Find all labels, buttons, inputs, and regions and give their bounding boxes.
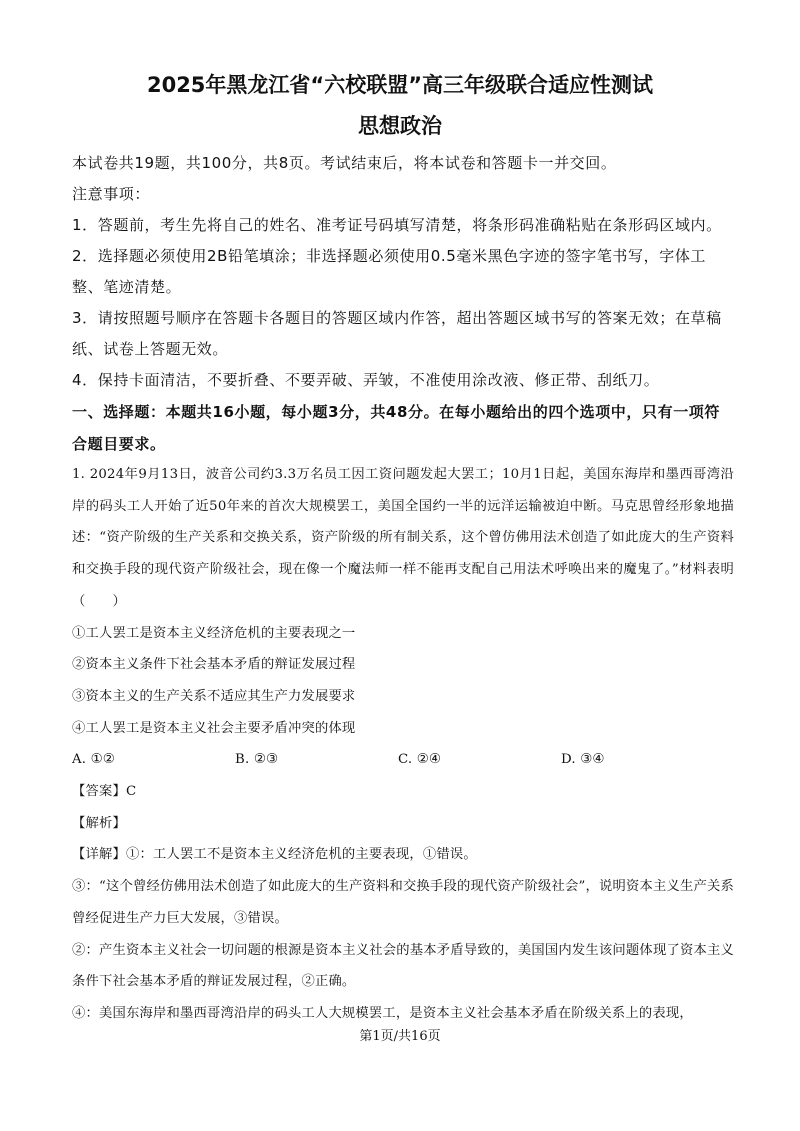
statement-3: ③资本主义的生产关系不适应其生产力发展要求 [72,688,356,704]
detail-3: ③：“这个曾经仿佛用法术创造了如此庞大的生产资料和交换手段的现代资产阶级社会”，说明资本主义生产关系曾经促进生产力巨大发展，③错误。 [72,879,734,926]
notes-heading: 注意事项： [72,185,151,203]
option-b: B. ②③ [235,752,279,768]
statement-2: ②资本主义条件下社会基本矛盾的辩证发展过程 [72,657,356,673]
note-item-1: 1．答题前，考生先将自己的姓名、准考证号码填写清楚，将条形码准确粘贴在条形码区域内。 [72,216,722,234]
note-item-2: 2．选择题必须使用2B铅笔填涂；非选择题必须使用0.5毫米黑色字迹的签字笔书写，字体工整、笔迹清楚。 [72,247,707,296]
detail-1: 【详解】①：工人罢工不是资本主义经济危机的主要表现，①错误。 [72,847,477,863]
option-c: C. ②④ [398,752,441,768]
answer-options [72,744,734,776]
statement-4: ④工人罢工是资本主义社会主要矛盾冲突的体现 [72,720,356,736]
statement-1: ①工人罢工是资本主义经济危机的主要表现之一 [72,625,356,641]
analysis-label: 【解析】 [72,815,126,831]
question-1 [72,459,734,1030]
page-number: 第1页/共16页 [359,1029,441,1044]
note-item-3: 3．请按照题号顺序在答题卡各题目的答题区域内作答，超出答题区域书写的答案无效；在草稿纸、试卷上答题无效。 [72,309,722,358]
question-stem: 1. 2024年9月13日，波音公司约3.3万名员工因工资问题发起大罢工；10月1日起，美国东海岸和墨西哥湾沿岸的码头工人开始了近50年来的首次大规模罢工，美国全国约一半的远洋运输被迫中断。马克思曾经形象地描述：“资产阶级的生产关系和交换关系，资产阶级的所有制关系，这个曾仿佛用法术创造了如此庞大的生产资料和交换手段的现代资产阶级社会，现在像一个魔法师一样不能再支配自己用法术呼唤出来的魔鬼了。”材料表明（ ） [72,467,734,609]
detail-4: ④：美国东海岸和墨西哥湾沿岸的码头工人大规模罢工，是资本主义社会基本矛盾在阶级关系上的表现， [72,1005,693,1021]
instructions-block [72,148,734,396]
answer-line: 【答案】C [72,784,137,800]
exam-intro: 本试卷共19题，共100分，共8页。考试结束后，将本试卷和答题卡一并交回。 [72,154,617,172]
note-item-4: 4．保持卡面清洁，不要折叠、不要弄破、弄皱，不准使用涂改液、修正带、刮纸刀。 [72,371,660,389]
detail-2: ②：产生资本主义社会一切问题的根源是资本主义社会的基本矛盾导致的，美国国内发生该问题体现了资本主义条件下社会基本矛盾的辩证发展过程，②正确。 [72,942,734,990]
exam-title: 2025年黑龙江省“六校联盟”高三年级联合适应性测试 [146,73,654,97]
section-heading: 一、选择题：本题共16小题，每小题3分，共48分。在每小题给出的四个选项中，只有一项符合题目要求。 [72,403,720,453]
option-d: D. ③④ [561,752,605,768]
option-a: A. ①② [72,752,115,768]
subject-title: 思想政治 [358,114,442,138]
